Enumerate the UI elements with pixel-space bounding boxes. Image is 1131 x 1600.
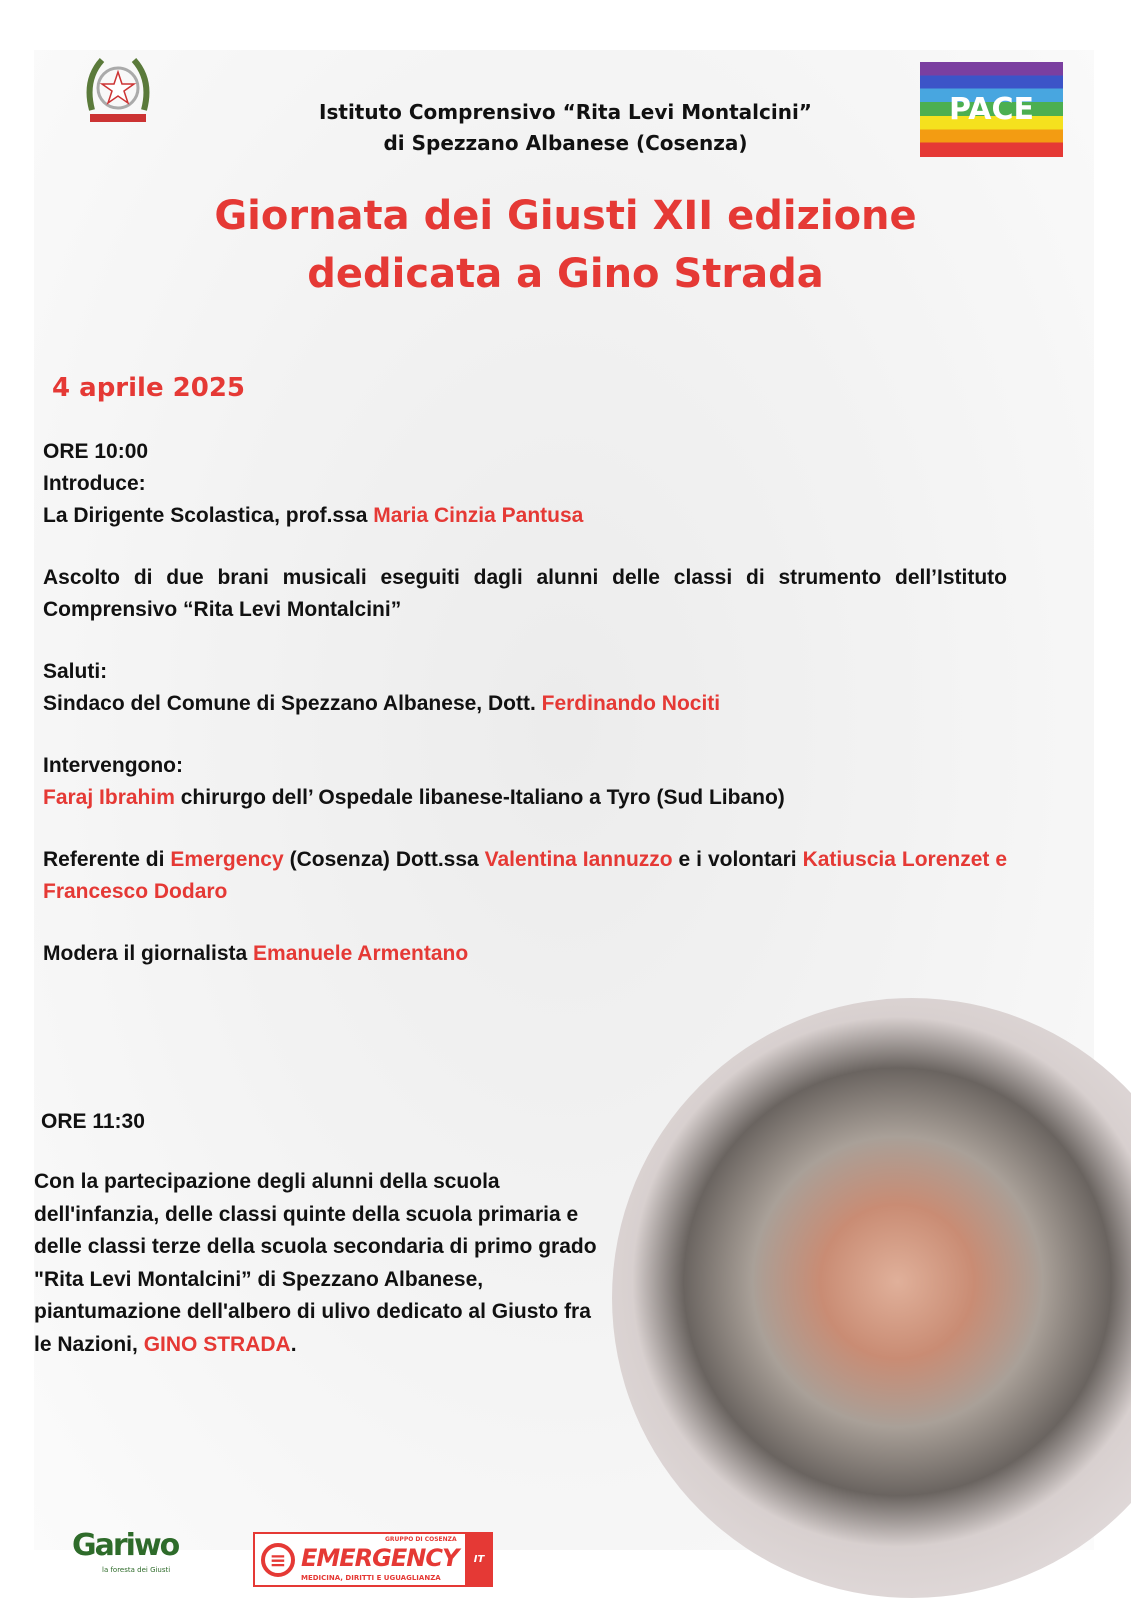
saluti-line [43, 688, 1007, 720]
saluti-label: Saluti: [43, 660, 108, 683]
saluti-text: Sindaco del Comune di Spezzano Albanese, Dott. [43, 692, 542, 715]
session2-text [34, 1166, 604, 1361]
modera-text: Modera il giornalista [43, 942, 254, 965]
introduce-label: Introduce: [43, 472, 146, 495]
ref-b: (Cosenza) Dott.ssa [283, 848, 485, 871]
emergency-tagline: MEDICINA, DIRITTI E UGUAGLIANZA [301, 1574, 441, 1582]
session2-end: . [290, 1332, 297, 1356]
emergency-logo [253, 1532, 493, 1587]
modera-name: Emanuele Armentano [253, 942, 469, 965]
introduce-name: Maria Cinzia Pantusa [373, 504, 584, 527]
interventi-line [43, 782, 1007, 814]
introduce-text: La Dirigente Scolastica, prof.ssa [43, 504, 374, 527]
title-line1: Giornata dei Giusti XII edizione [214, 193, 917, 239]
interventi-text: chirurgo dell’ Ospedale libanese-Italiano a Tyro (Sud Libano) [174, 786, 785, 809]
ref-a: Referente di [43, 848, 171, 871]
saluti-name: Ferdinando Nociti [541, 692, 721, 715]
pace-flag: PACE [920, 62, 1063, 157]
session2 [34, 1106, 604, 1361]
introduce-line [43, 500, 1007, 532]
session2-time: ORE 11:30 [41, 1110, 145, 1133]
school-location: di Spezzano Albanese (Cosenza) [383, 131, 748, 155]
emergency-name: EMERGENCY [301, 1544, 459, 1572]
ref-c: e i volontari [672, 848, 803, 871]
ref-volunteers: Katiuscia Lorenzet e Francesco Dodaro [43, 848, 1007, 903]
ref-org: Emergency [170, 848, 284, 871]
ref-name: Valentina Iannuzzo [484, 848, 673, 871]
school-name: Istituto Comprensivo “Rita Levi Montalcini” [319, 100, 812, 124]
title-line2: dedicata a Gino Strada [307, 251, 824, 297]
referente-text [43, 844, 1007, 908]
interventi-name: Faraj Ibrahim [43, 786, 175, 809]
interventi-label: Intervengono: [43, 754, 183, 777]
music-text: Ascolto di due brani musicali eseguiti dagli alunni delle classi di strumento dell’Istituto Comprensivo “Rita Levi Montalcini” [43, 566, 1007, 621]
event-date: 4 aprile 2025 [52, 373, 245, 403]
session1-time: ORE 10:00 [43, 440, 149, 463]
emergency-it: IT [465, 1534, 493, 1585]
session2-body: Con la partecipazione degli alunni della scuola dell'infanzia, delle classi quinte della scuola primaria e delle classi terze della scuola secondaria di primo grado "Rita Levi Montalcini” di Spezzano Albanese, piantumazione dell'albero di ulivo dedicato al Giusto fra le Nazioni, [34, 1170, 597, 1356]
modera-line [43, 938, 1007, 970]
gariwo-subtitle: la foresta dei Giusti [102, 1566, 171, 1574]
session2-name: GINO STRADA [143, 1332, 291, 1356]
emergency-e-icon: ≡ [261, 1543, 295, 1577]
session1 [43, 436, 1007, 970]
emergency-group: GRUPPO DI COSENZA [385, 1536, 457, 1543]
gariwo-logo: Gariwo [72, 1528, 179, 1563]
